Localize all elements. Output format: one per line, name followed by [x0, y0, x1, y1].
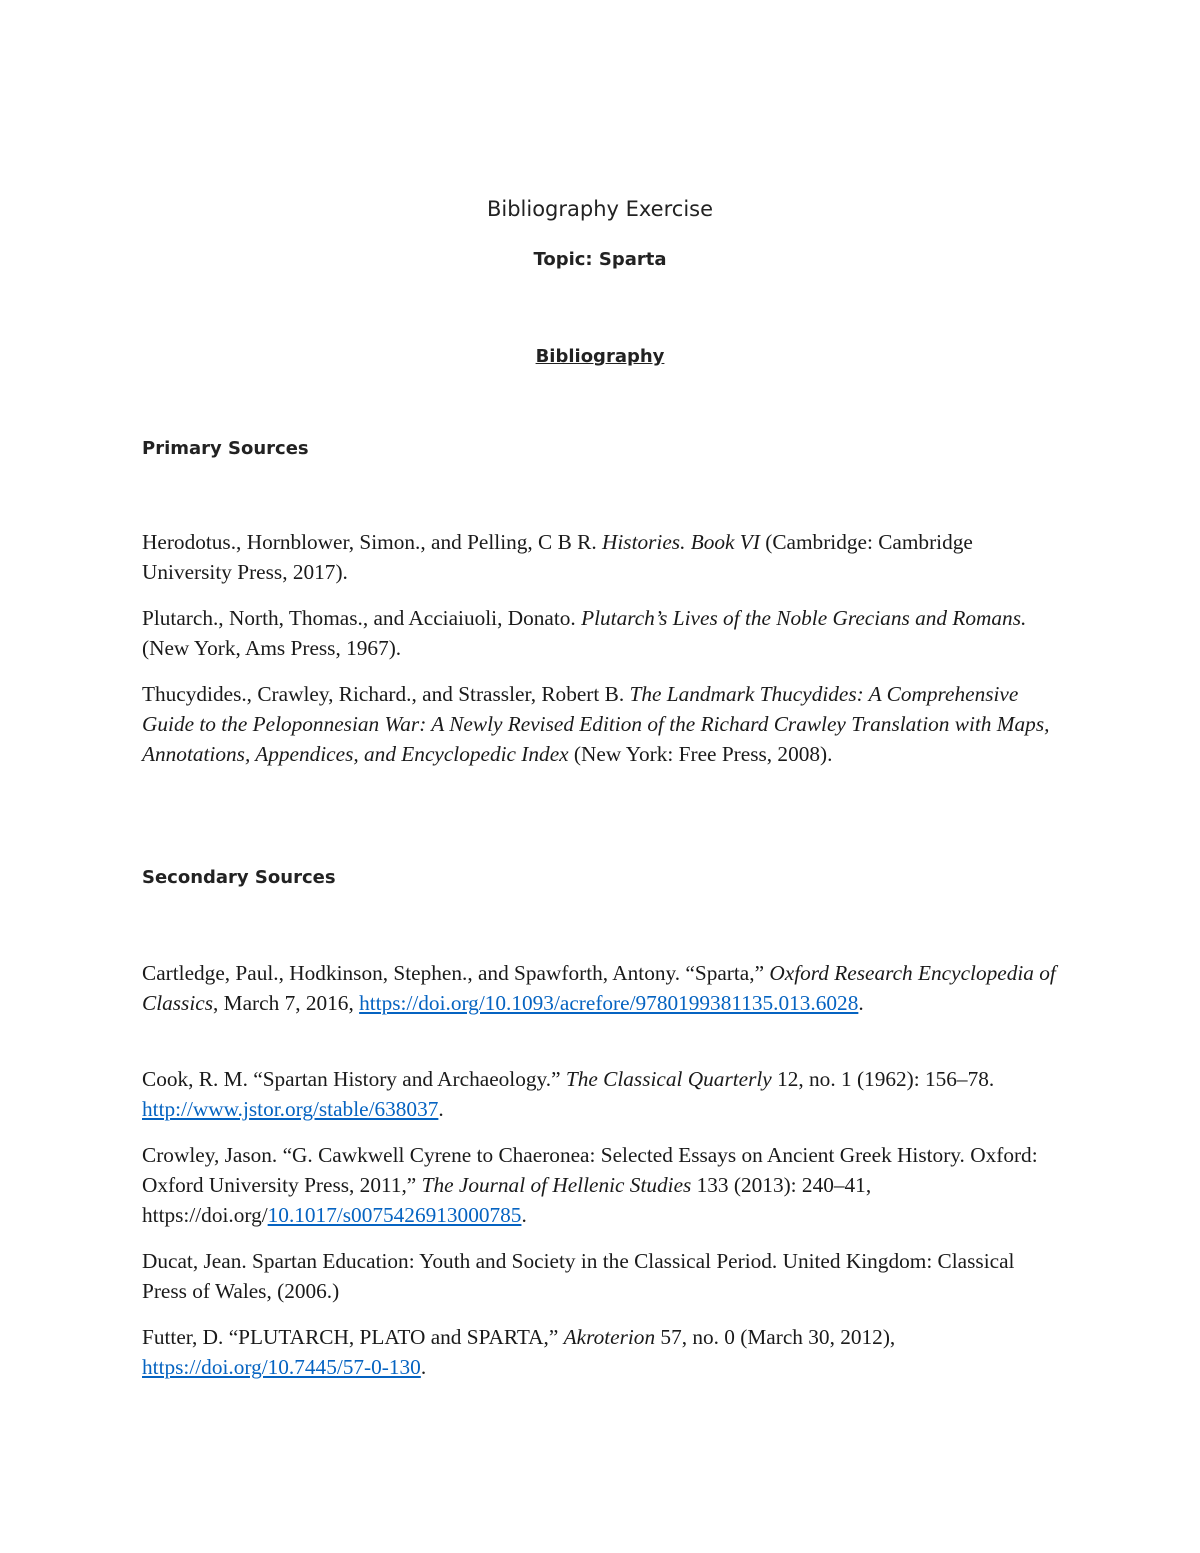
entry-title: The Journal of Hellenic Studies	[421, 1173, 692, 1197]
entry-text: Thucydides., Crawley, Richard., and Strassler, Robert B.	[142, 682, 630, 706]
entry-text: Ducat, Jean. Spartan Education: Youth and Society in the Classical Period. United Kingdom: Classical Press of Wales, (2006.)	[142, 1249, 1015, 1303]
entry-text: (Cambridge: Cambridge University Press, 2017).	[142, 530, 973, 584]
secondary-entry-ducat	[142, 1246, 1062, 1306]
entry-text: Cartledge, Paul., Hodkinson, Stephen., and Spawforth, Antony. “Sparta,”	[142, 961, 770, 985]
entry-text: Cook, R. M. “Spartan History and Archaeology.”	[142, 1067, 566, 1091]
entry-text: Herodotus., Hornblower, Simon., and Pelling, C B R.	[142, 530, 602, 554]
entry-text: 133 (2013): 240–41,	[691, 1173, 872, 1197]
doi-link[interactable]: 10.1017/s0075426913000785	[267, 1203, 522, 1227]
entry-end: .	[420, 1355, 427, 1379]
entry-text: Crowley, Jason. “G. Cawkwell Cyrene to Chaeronea: Selected Essays on Ancient Greek History. Oxford: Oxford University Press, 2011,”	[142, 1143, 1038, 1197]
entry-title: The Landmark Thucydides: A Comprehensive Guide to the Peloponnesian War: A Newly Revised Edition of the Richard Crawley Translation with Maps, Annotations, Appendices, and Encyclopedic Index	[142, 682, 1050, 766]
doi-link[interactable]: https://doi.org/10.7445/57-0-130	[142, 1355, 421, 1379]
entry-end: .	[521, 1203, 527, 1227]
entry-end: .	[858, 991, 864, 1015]
entry-title: Histories. Book VI	[601, 530, 760, 554]
primary-sources-heading: Primary Sources	[142, 438, 309, 459]
entry-text: (New York: Free Press, 2008).	[568, 742, 833, 766]
secondary-entry-cartledge	[142, 958, 1062, 1018]
document-topic: Topic: Sparta	[533, 249, 667, 270]
entry-text: Plutarch., North, Thomas., and Acciaiuoli, Donato.	[142, 606, 582, 630]
entry-title: The Classical Quarterly	[565, 1067, 772, 1091]
entry-title: Akroterion	[563, 1325, 656, 1349]
bibliography-heading: Bibliography	[535, 346, 665, 367]
secondary-entry-crowley	[142, 1140, 1062, 1230]
secondary-entry-futter	[142, 1322, 1062, 1382]
jstor-link[interactable]: http://www.jstor.org/stable/638037	[142, 1097, 439, 1121]
link-prefix: https://doi.org/	[142, 1203, 268, 1227]
entry-text: 57, no. 0 (March 30, 2012),	[655, 1325, 896, 1349]
entry-text: 12, no. 1 (1962): 156–78.	[771, 1067, 995, 1091]
document-title: Bibliography Exercise	[486, 197, 714, 221]
secondary-sources-heading: Secondary Sources	[142, 867, 336, 888]
primary-entry-herodotus	[142, 527, 1062, 587]
entry-title: Plutarch’s Lives of the Noble Grecians and Romans.	[581, 606, 1027, 630]
entry-text: (New York, Ams Press, 1967).	[142, 636, 402, 660]
entry-end: .	[438, 1097, 444, 1121]
doi-link[interactable]: https://doi.org/10.1093/acrefore/9780199381135.013.6028	[359, 991, 859, 1015]
primary-entry-thucydides	[142, 679, 1062, 769]
entry-title: Oxford Research Encyclopedia of Classics	[142, 961, 1056, 1015]
secondary-entry-cook	[142, 1064, 1062, 1124]
entry-text: Futter, D. “PLUTARCH, PLATO and SPARTA,”	[142, 1325, 564, 1349]
primary-entry-plutarch	[142, 603, 1062, 663]
entry-text: , March 7, 2016,	[213, 991, 360, 1015]
